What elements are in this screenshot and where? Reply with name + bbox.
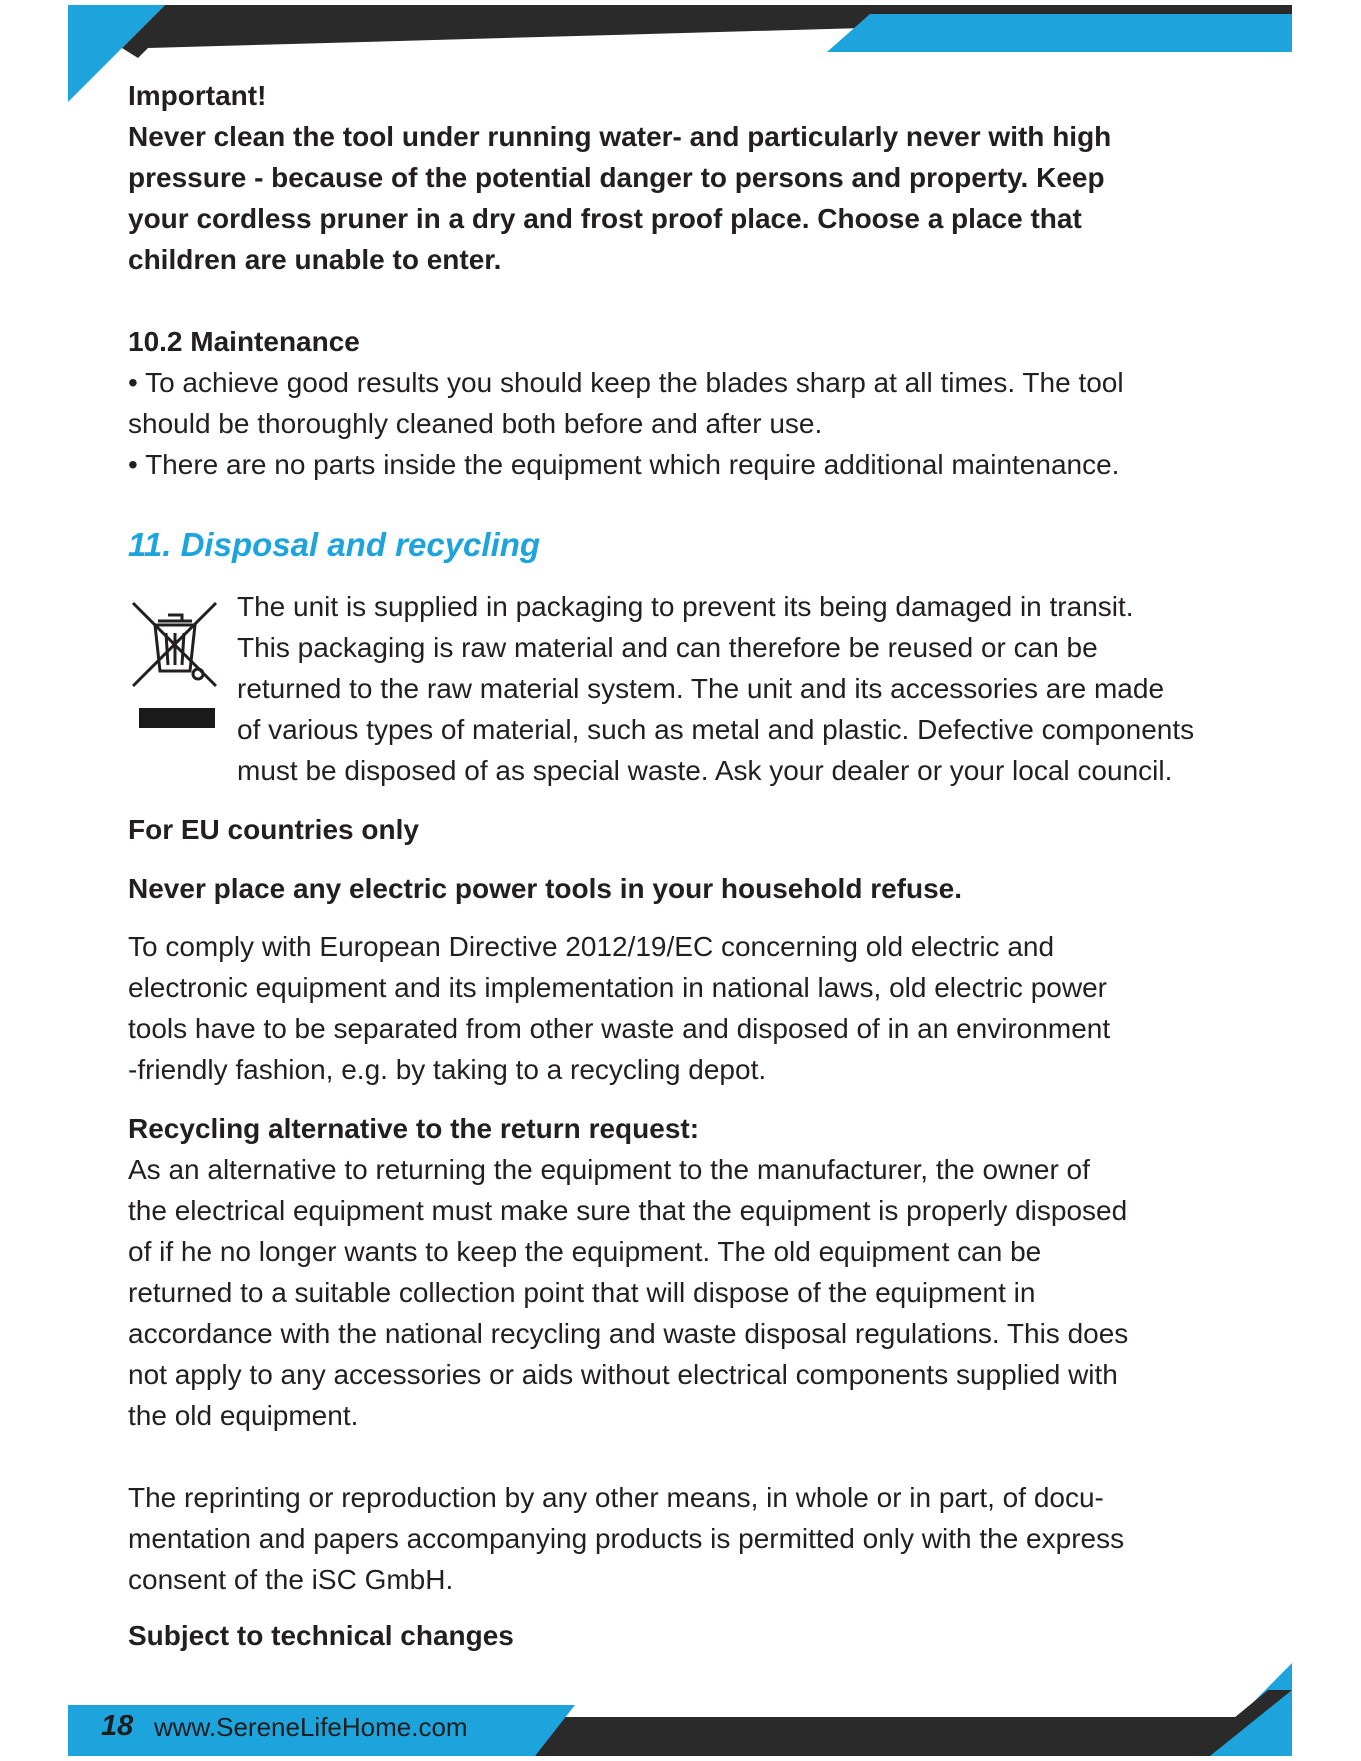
recycling-line: accordance with the national recycling and waste disposal regulations. This does <box>128 1318 1129 1349</box>
eu-heading: For EU countries only <box>128 814 419 845</box>
important-line: Never clean the tool under running water- and particularly never with high <box>128 121 1112 152</box>
top-blue-band <box>827 14 1292 52</box>
disposal-line: The unit is supplied in packaging to prevent its being damaged in transit. <box>237 591 1134 622</box>
eu-warning: Never place any electric power tools in your household refuse. <box>128 873 963 904</box>
maintenance-heading: 10.2 Maintenance <box>128 326 360 357</box>
recycling-heading: Recycling alternative to the return request: <box>128 1113 700 1144</box>
important-title: Important! <box>128 80 267 111</box>
reprint-line: mentation and papers accompanying products is permitted only with the express <box>128 1523 1125 1554</box>
disposal-line: of various types of material, such as metal and plastic. Defective components <box>237 714 1195 745</box>
recycling-line: not apply to any accessories or aids without electrical components supplied with <box>128 1359 1118 1390</box>
disposal-line: must be disposed of as special waste. Ask your dealer or your local council. <box>237 755 1173 786</box>
recycling-line: the electrical equipment must make sure that the equipment is properly disposed <box>128 1195 1128 1226</box>
maintenance-line: should be thoroughly cleaned both before and after use. <box>128 408 823 439</box>
bottom-dark-band <box>480 1717 1292 1756</box>
maintenance-line: • There are no parts inside the equipment which require additional maintenance. <box>128 449 1120 480</box>
subject-to-changes: Subject to technical changes <box>128 1620 514 1651</box>
eu-line: To comply with European Directive 2012/19/EC concerning old electric and <box>128 931 1055 962</box>
reprint-line: consent of the iSC GmbH. <box>128 1564 454 1595</box>
recycling-line: of if he no longer wants to keep the equipment. The old equipment can be <box>128 1236 1042 1267</box>
top-left-dark-wedge <box>122 48 148 58</box>
maintenance-line: • To achieve good results you should keep the blades sharp at all times. The tool <box>128 367 1124 398</box>
disposal-line: returned to the raw material system. The unit and its accessories are made <box>237 673 1165 704</box>
disposal-line: This packaging is raw material and can therefore be reused or can be <box>237 632 1098 663</box>
eu-line: electronic equipment and its implementation in national laws, old electric power <box>128 972 1107 1003</box>
crossed-out-wheelie-bin-icon <box>130 593 220 733</box>
important-line: children are unable to enter. <box>128 244 502 275</box>
recycling-line: As an alternative to returning the equipment to the manufacturer, the owner of <box>128 1154 1090 1185</box>
eu-line: -friendly fashion, e.g. by taking to a recycling depot. <box>128 1054 767 1085</box>
reprint-line: The reprinting or reproduction by any other means, in whole or in part, of docu- <box>128 1482 1104 1513</box>
recycling-line: returned to a suitable collection point that will dispose of the equipment in <box>128 1277 1036 1308</box>
important-line: your cordless pruner in a dry and frost proof place. Choose a place that <box>128 203 1082 234</box>
footer-website-link[interactable]: www.SereneLifeHome.com <box>154 1712 468 1742</box>
recycling-line: the old equipment. <box>128 1400 359 1431</box>
important-line: pressure - because of the potential danger to persons and property. Keep <box>128 162 1105 193</box>
page-number: 18 <box>101 1710 134 1742</box>
disposal-heading: 11. Disposal and recycling <box>128 526 541 563</box>
eu-line: tools have to be separated from other waste and disposed of in an environment <box>128 1013 1111 1044</box>
